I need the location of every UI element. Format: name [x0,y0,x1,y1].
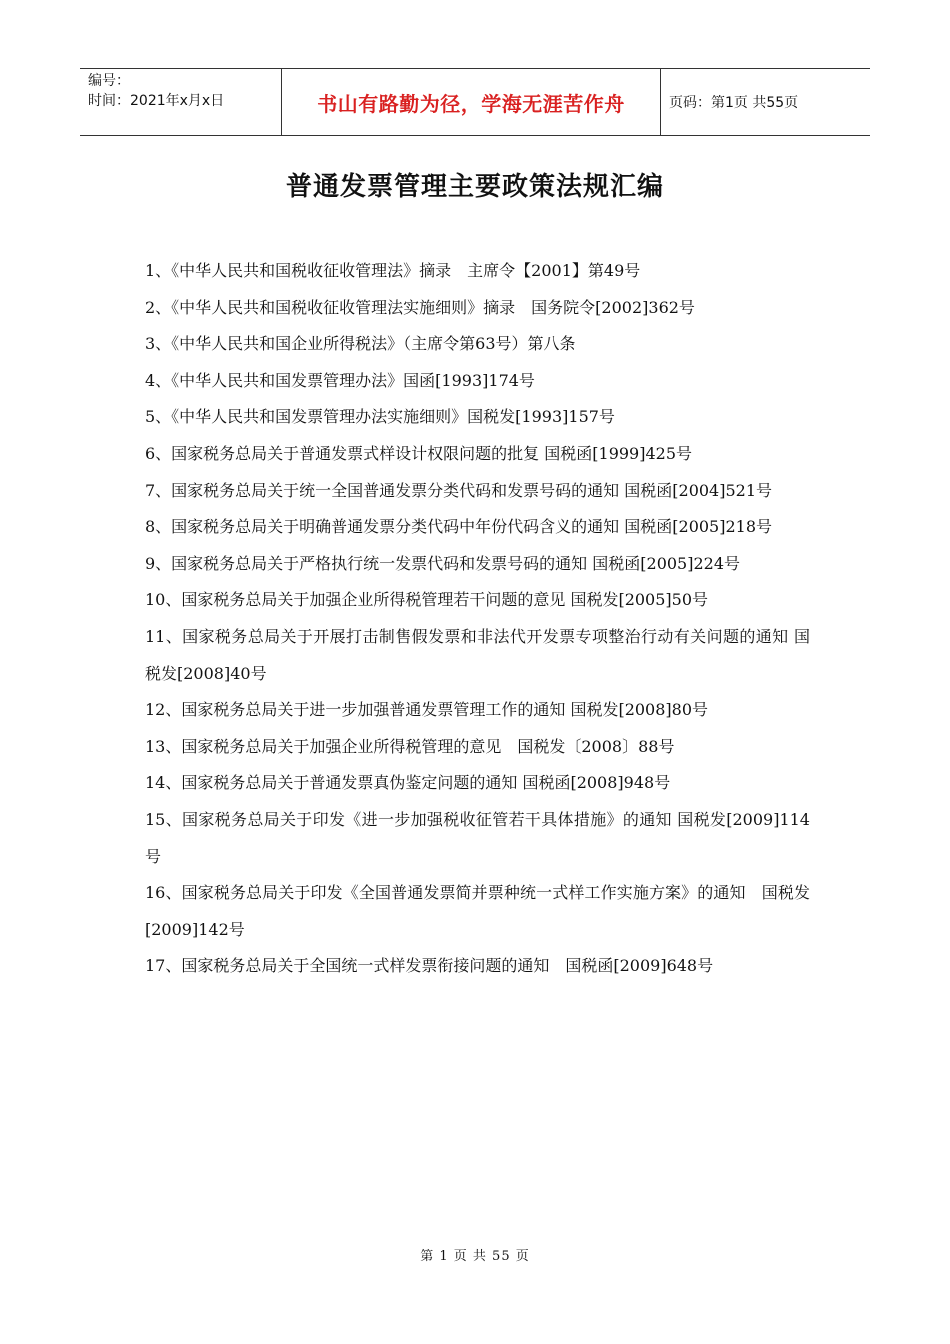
list-item: 16、国家税务总局关于印发《全国普通发票简并票种统一式样工作实施方案》的通知 国税发[2009]142号 [145,883,810,939]
list-item: 14、国家税务总局关于普通发票真伪鉴定问题的通知 国税函[2008]948号 [145,773,671,793]
header-meta [80,69,282,135]
regulation-list [145,253,810,985]
list-item: 10、国家税务总局关于加强企业所得税管理若干问题的意见 国税发[2005]50号 [145,590,709,610]
list-item: 13、国家税务总局关于加强企业所得税管理的意见 国税发〔2008〕88号 [145,736,675,756]
list-item: 9、国家税务总局关于严格执行统一发票代码和发票号码的通知 国税函[2005]224号 [145,553,741,573]
list-item: 11、国家税务总局关于开展打击制售假发票和非法代开发票专项整治行动有关问题的通知 国税发[2008]40号 [145,626,810,683]
list-item: 1、《中华人民共和国税收征收管理法》摘录 主席令【2001】第49号 [145,261,641,280]
time-label: 时间：2021年x月x日 [88,93,225,109]
list-item: 2、《中华人民共和国税收征收管理法实施细则》摘录 国务院令[2002]362号 [145,297,695,317]
header-page-info: 页码：第1页 共55页 [669,95,799,111]
list-item: 7、国家税务总局关于统一全国普通发票分类代码和发票号码的通知 国税函[2004]521号 [145,480,773,500]
list-item: 17、国家税务总局关于全国统一式样发票衔接问题的通知 国税函[2009]648号 [145,956,714,976]
header-motto: 书山有路勤为径，学海无涯苦作舟 [282,69,661,135]
list-item: 12、国家税务总局关于进一步加强普通发票管理工作的通知 国税发[2008]80号 [145,700,709,720]
list-item: 3、《中华人民共和国企业所得税法》（主席令第63号）第八条 [145,334,576,354]
number-label: 编号： [88,73,130,89]
list-item: 4、《中华人民共和国发票管理办法》国函[1993]174号 [145,370,535,390]
list-item: 15、国家税务总局关于印发《进一步加强税收征管若干具体措施》的通知 国税发[2009]114号 [145,809,810,866]
list-item: 8、国家税务总局关于明确普通发票分类代码中年份代码含义的通知 国税函[2005]218号 [145,517,773,537]
list-item: 6、国家税务总局关于普通发票式样设计权限问题的批复 国税函[1999]425号 [145,443,693,463]
list-item: 5、《中华人民共和国发票管理办法实施细则》国税发[1993]157号 [145,407,615,427]
page-footer: 第 1 页 共 55 页 [420,1249,530,1264]
document-header [80,68,870,136]
document-title: 普通发票管理主要政策法规汇编 [285,172,664,202]
